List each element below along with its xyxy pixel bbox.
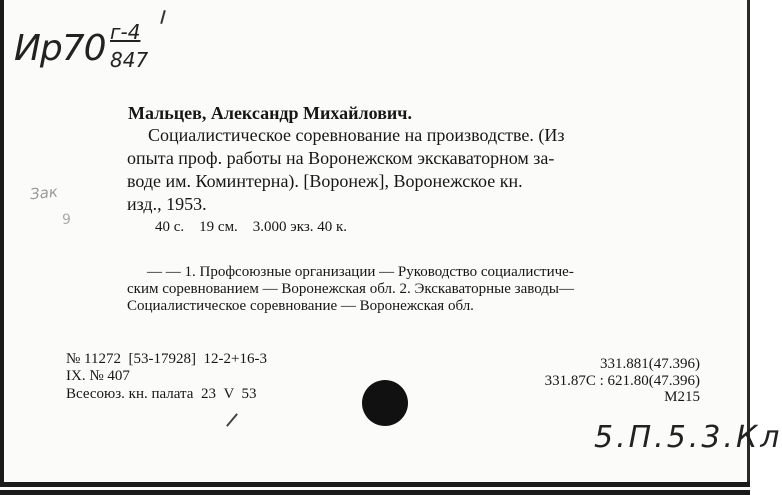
card-left-edge — [0, 0, 4, 483]
call-number-top: г-4 — [110, 20, 141, 44]
classification-code: 331.881(47.396) — [600, 356, 700, 372]
call-number-bottom: 847 — [110, 48, 149, 72]
card-right-edge — [747, 0, 750, 483]
title-line: опыта проф. работы на Воронежском экскаваторном за- — [127, 148, 555, 168]
margin-note-2: 9 — [62, 212, 71, 228]
card-bottom-edge-2 — [0, 490, 750, 495]
card-bottom-edge — [0, 482, 750, 487]
author-heading: Мальцев, Александр Михайлович. — [128, 103, 412, 123]
author-mark: М215 — [664, 389, 700, 405]
margin-note: Зак — [29, 182, 59, 204]
title-line: Социалистическое соревнование на производстве. (Из — [148, 125, 565, 145]
subject-line: Социалистическое соревнование — Воронежская обл. — [127, 298, 474, 314]
registry-series: IX. № 407 — [66, 368, 130, 384]
title-line: изд., 1953. — [127, 194, 207, 214]
title-line: воде им. Коминтерна). [Воронеж], Воронежское кн. — [127, 171, 523, 191]
physical-description: 40 с. 19 см. 3.000 экз. 40 к. — [155, 219, 348, 235]
pen-tick-mark — [160, 10, 166, 24]
classification-code: 331.87С : 621.80(47.396) — [544, 373, 700, 389]
punch-hole — [362, 380, 408, 426]
registry-number: № 11272 [53-17928] 12-2+16-3 — [66, 351, 267, 367]
registry-chamber: Всесоюз. кн. палата 23 V 53 — [66, 386, 257, 402]
subject-line: ским соревнованием — Воронежская обл. 2. Экскаваторные заводы— — [127, 281, 574, 297]
call-number-main: Ир70 — [14, 28, 106, 69]
subject-line: — — 1. Профсоюзные организации — Руководство социалистиче- — [147, 264, 574, 280]
handwritten-signature: 5.П.5.3.Кл — [594, 420, 782, 455]
pen-stroke — [226, 413, 238, 427]
